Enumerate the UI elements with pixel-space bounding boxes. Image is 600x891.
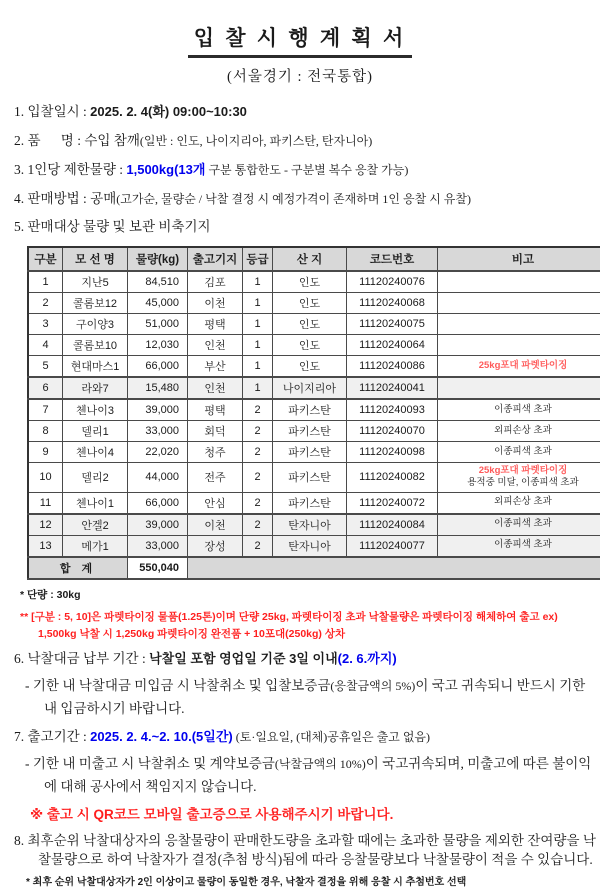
cell-depot: 인천 (188, 334, 243, 355)
bid-lots-table (27, 246, 600, 580)
text-segment: ※ 출고 시 QR코드 모바일 출고증으로 사용해주시기 바랍니다. (30, 807, 393, 822)
cell-origin: 인도 (273, 271, 347, 293)
column-header: 비고 (438, 247, 600, 271)
remark-line: 25kg포대 파렛타이징 (440, 360, 600, 372)
text-segment: (일반 : 인도, 나이지리아, 파키스탄, 탄자니아) (140, 134, 372, 148)
cell-qty: 39,000 (128, 514, 188, 536)
remark-line: 25kg포대 파렛타이징 (440, 465, 600, 477)
cell-code: 11120240076 (347, 271, 438, 293)
cell-depot: 청주 (188, 441, 243, 462)
cell-origin: 인도 (273, 355, 347, 377)
cell-remark (438, 399, 600, 421)
cell-origin: 파키스탄 (273, 420, 347, 441)
cell-depot: 안심 (188, 492, 243, 514)
cell-qty: 33,000 (128, 535, 188, 557)
cell-vessel: 첸나이1 (63, 492, 128, 514)
text-segment: (낙찰금액의 10%) (275, 757, 366, 771)
text-segment: 판매방법 : 공매 (28, 191, 117, 206)
cell-remark (438, 492, 600, 514)
cell-remark (438, 514, 600, 536)
cell-grade: 2 (243, 514, 273, 536)
text-segment: (토·일요일, (대체)공휴일은 출고 없음) (233, 730, 430, 744)
remark-line: 이종피색 초과 (440, 446, 600, 458)
cell-remark (438, 462, 600, 492)
cell-origin: 탄자니아 (273, 535, 347, 557)
cell-qty: 51,000 (128, 313, 188, 334)
cell-no: 1 (28, 271, 63, 293)
cell-depot: 장성 (188, 535, 243, 557)
remark-line: 이종피색 초과 (440, 404, 600, 416)
cell-origin: 인도 (273, 334, 347, 355)
cell-qty: 44,000 (128, 462, 188, 492)
cell-remark (438, 271, 600, 293)
cell-qty: 84,510 (128, 271, 188, 293)
table-row (28, 399, 600, 421)
table-row (28, 334, 600, 355)
cell-code: 11120240064 (347, 334, 438, 355)
cell-depot: 김포 (188, 271, 243, 293)
line-marker: 5. (14, 219, 28, 234)
cell-remark (438, 334, 600, 355)
text-line (0, 831, 600, 869)
line-marker: 6. (14, 651, 28, 666)
cell-no: 13 (28, 535, 63, 557)
cell-origin: 탄자니아 (273, 514, 347, 536)
cell-no: 7 (28, 399, 63, 421)
cell-depot: 인천 (188, 377, 243, 399)
text-line (0, 753, 600, 798)
text-segment: 최후순위 낙찰대상자의 응찰물량이 판매한도량을 초과할 때에는 초과한 물량을 제외한 잔여량을 낙찰물량으로 하여 낙찰자가 결정(추첨 방식)됨에 따라 응찰물량보다 낙찰물량이 적을 수 있습니다. (28, 833, 596, 867)
table-row (28, 535, 600, 557)
cell-grade: 2 (243, 535, 273, 557)
cell-remark (438, 441, 600, 462)
cell-no: 10 (28, 462, 63, 492)
line-marker: 7. (14, 729, 28, 744)
text-line (0, 649, 600, 668)
cell-code: 11120240084 (347, 514, 438, 536)
cell-grade: 2 (243, 492, 273, 514)
table-header (28, 247, 600, 271)
cell-qty: 15,480 (128, 377, 188, 399)
cell-vessel: 첸나이4 (63, 441, 128, 462)
table-row (28, 355, 600, 377)
cell-code: 11120240077 (347, 535, 438, 557)
remark-line: 이종피색 초과 (440, 539, 600, 551)
cell-grade: 2 (243, 420, 273, 441)
cell-code: 11120240068 (347, 292, 438, 313)
total-qty-cell: 550,040 (128, 557, 188, 579)
intro-items (0, 102, 600, 236)
cell-grade: 2 (243, 462, 273, 492)
cell-depot: 부산 (188, 355, 243, 377)
cell-qty: 12,030 (128, 334, 188, 355)
table-row (28, 420, 600, 441)
cell-vessel: 첸나이3 (63, 399, 128, 421)
cell-qty: 66,000 (128, 492, 188, 514)
text-line (0, 217, 600, 236)
line-marker: 4. (14, 191, 28, 206)
cell-code: 11120240075 (347, 313, 438, 334)
cell-qty: 66,000 (128, 355, 188, 377)
table-row (28, 514, 600, 536)
text-segment: - 기한 내 미출고 시 낙찰취소 및 계약보증금 (25, 756, 275, 771)
cell-no: 11 (28, 492, 63, 514)
cell-code: 11120240093 (347, 399, 438, 421)
cell-code: 11120240086 (347, 355, 438, 377)
text-segment: (응찰금액의 5%) (330, 679, 415, 693)
cell-vessel: 지난5 (63, 271, 128, 293)
text-segment: 출고기간 : (28, 729, 91, 744)
column-header: 물량(kg) (128, 247, 188, 271)
cell-no: 2 (28, 292, 63, 313)
cell-depot: 회덕 (188, 420, 243, 441)
cell-no: 9 (28, 441, 63, 462)
column-header: 출고기지 (188, 247, 243, 271)
text-segment: 판매대상 물량 및 보관 비축기지 (28, 219, 211, 234)
cell-no: 3 (28, 313, 63, 334)
cell-remark (438, 355, 600, 377)
column-header: 구분 (28, 247, 63, 271)
cell-no: 8 (28, 420, 63, 441)
line-marker: 3. (14, 162, 28, 177)
text-segment: - 기한 내 낙찰대금 미입금 시 낙찰취소 및 입찰보증금 (25, 678, 330, 693)
text-segment: 입찰일시 : (28, 104, 91, 119)
cell-remark (438, 313, 600, 334)
cell-origin: 파키스탄 (273, 492, 347, 514)
cell-depot: 평택 (188, 399, 243, 421)
column-header: 모 선 명 (63, 247, 128, 271)
cell-remark (438, 535, 600, 557)
cell-vessel: 콜롬보10 (63, 334, 128, 355)
cell-code: 11120240072 (347, 492, 438, 514)
cell-remark (438, 292, 600, 313)
cell-origin: 인도 (273, 292, 347, 313)
table-row (28, 292, 600, 313)
cell-grade: 1 (243, 334, 273, 355)
cell-vessel: 메가1 (63, 535, 128, 557)
table-row (28, 377, 600, 399)
table-total-row (28, 557, 600, 579)
cell-code: 11120240082 (347, 462, 438, 492)
text-segment: 구분 통합한도 - 구분별 복수 응찰 가능) (205, 163, 408, 177)
text-segment: * 최후 순위 낙찰대상자가 2인 이상이고 물량이 동일한 경우, 낙찰자 결정을 위해 응찰 시 추첨번호 선택 (26, 877, 466, 888)
cell-origin: 나이지리아 (273, 377, 347, 399)
cell-origin: 파키스탄 (273, 399, 347, 421)
cell-origin: 파키스탄 (273, 462, 347, 492)
cell-qty: 45,000 (128, 292, 188, 313)
text-line (0, 160, 600, 179)
table-row (28, 271, 600, 293)
text-line (0, 609, 586, 642)
terms-items (0, 588, 600, 891)
cell-vessel: 델리1 (63, 420, 128, 441)
remark-line: 이종피색 초과 (440, 518, 600, 530)
cell-vessel: 라와7 (63, 377, 128, 399)
table-body (28, 271, 600, 579)
cell-no: 6 (28, 377, 63, 399)
cell-remark (438, 420, 600, 441)
cell-vessel: 콜롬보12 (63, 292, 128, 313)
text-line (0, 102, 600, 121)
text-segment: * 단량 : 30kg (20, 589, 81, 601)
cell-origin: 파키스탄 (273, 441, 347, 462)
cell-qty: 39,000 (128, 399, 188, 421)
text-segment: 2025. 2. 4.~2. 10.(5일간) (90, 729, 233, 744)
cell-remark (438, 377, 600, 399)
text-line (0, 727, 600, 746)
total-label-cell: 합 계 (28, 557, 128, 579)
cell-qty: 33,000 (128, 420, 188, 441)
line-marker: 2. (14, 133, 28, 148)
text-segment: (2. 6.까지) (338, 651, 397, 666)
title-container (0, 22, 600, 58)
text-segment: 낙찰대금 납부 기간 : (28, 651, 150, 666)
text-segment: ** [구분 : 5, 10]은 파렛타이징 물품(1.25톤)이며 단량 25kg, 파렛타이징 초과 낙찰물량은 파렛타이징 해체하여 출고 ex) 1,500kg 낙찰 시 1,250kg 파렛타이징 완전품 + 10포대(250kg) 상차 (20, 611, 558, 639)
table-header-row (28, 247, 600, 271)
text-line (0, 805, 600, 824)
cell-vessel: 안겔2 (63, 514, 128, 536)
text-segment: 1,500kg(13개 (126, 162, 205, 177)
remark-line: 용적중 미달, 이종피색 초과 (440, 477, 600, 489)
cell-vessel: 구이양3 (63, 313, 128, 334)
text-segment: 이 국고귀속되며, 미출고에 따른 불이익에 대해 공사에서 책임지지 않습니다. (44, 756, 591, 793)
cell-vessel: 현대마스1 (63, 355, 128, 377)
text-segment: 1인당 제한물량 : (28, 162, 127, 177)
remark-line: 외피손상 초과 (440, 496, 600, 508)
cell-no: 12 (28, 514, 63, 536)
cell-no: 5 (28, 355, 63, 377)
total-empty-cell (188, 557, 600, 579)
text-line (0, 131, 600, 150)
text-segment: 이 국고 귀속되니 반드시 기한 내 입금하시기 바랍니다. (44, 678, 585, 715)
text-segment: 품 명 : 수입 참깨 (28, 133, 140, 148)
text-segment: (고가순, 물량순 / 낙찰 결정 시 예정가격이 존재하며 1인 응찰 시 유찰) (116, 192, 471, 206)
cell-grade: 1 (243, 292, 273, 313)
cell-grade: 1 (243, 355, 273, 377)
cell-code: 11120240070 (347, 420, 438, 441)
table-row (28, 492, 600, 514)
cell-grade: 2 (243, 441, 273, 462)
cell-code: 11120240041 (347, 377, 438, 399)
cell-depot: 이천 (188, 292, 243, 313)
cell-depot: 이천 (188, 514, 243, 536)
page-subtitle: (서울경기 : 전국통합) (0, 65, 600, 86)
cell-grade: 1 (243, 271, 273, 293)
text-segment: 낙찰일 포함 영업일 기준 3일 이내 (149, 651, 338, 666)
text-line (0, 588, 600, 603)
line-marker: 1. (14, 104, 28, 119)
cell-no: 4 (28, 334, 63, 355)
cell-grade: 1 (243, 377, 273, 399)
remark-line: 외피손상 초과 (440, 425, 600, 437)
cell-origin: 인도 (273, 313, 347, 334)
column-header: 등급 (243, 247, 273, 271)
cell-grade: 1 (243, 313, 273, 334)
page-title: 입 찰 시 행 계 획 서 (188, 22, 413, 58)
column-header: 산 지 (273, 247, 347, 271)
table-row (28, 313, 600, 334)
cell-depot: 평택 (188, 313, 243, 334)
cell-vessel: 델리2 (63, 462, 128, 492)
text-line (0, 675, 600, 720)
table-row (28, 441, 600, 462)
cell-qty: 22,020 (128, 441, 188, 462)
column-header: 코드번호 (347, 247, 438, 271)
text-line (0, 189, 600, 208)
text-line (0, 876, 600, 890)
table-row (28, 462, 600, 492)
cell-grade: 2 (243, 399, 273, 421)
cell-code: 11120240098 (347, 441, 438, 462)
line-marker: 8. (14, 833, 28, 848)
cell-depot: 전주 (188, 462, 243, 492)
text-segment: 2025. 2. 4(화) 09:00~10:30 (90, 104, 247, 119)
